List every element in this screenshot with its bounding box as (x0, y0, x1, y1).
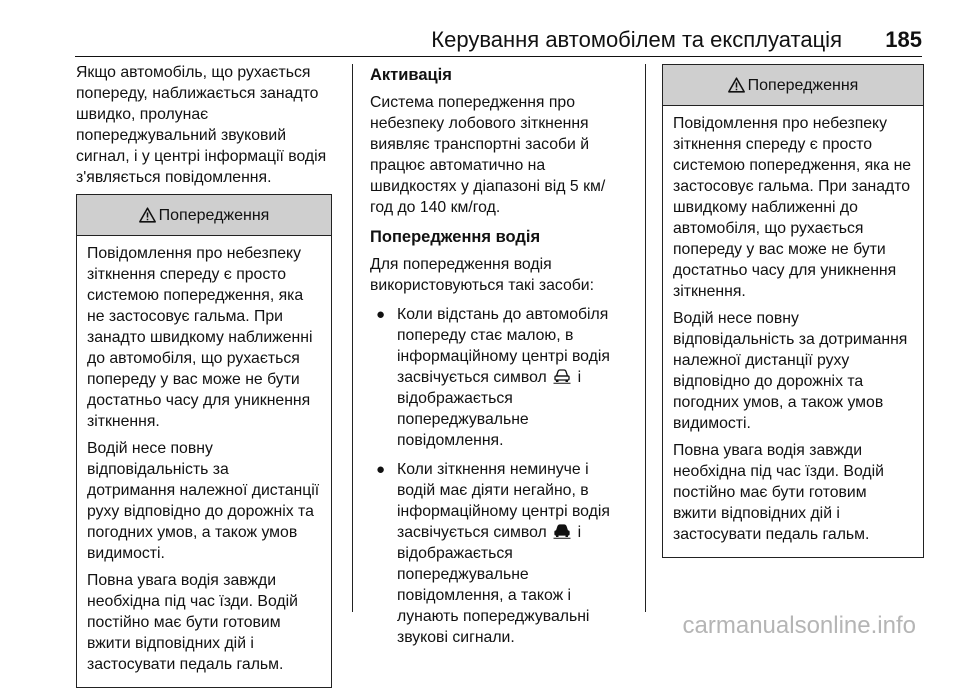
list-item (370, 304, 628, 451)
warning-header (663, 65, 923, 106)
column-3 (662, 62, 924, 558)
column-divider-1 (352, 64, 353, 612)
column-1 (76, 62, 332, 688)
column-divider-2 (645, 64, 646, 612)
page-header (0, 0, 960, 56)
bullet-text-after: і відображається попереджувальне повідомлення. (397, 369, 582, 449)
activation-heading: Активація (370, 66, 452, 84)
warning-header (77, 195, 331, 236)
header-title: Керування автомобілем та експлуатація (431, 27, 842, 52)
bullet-dot: ● (376, 461, 386, 478)
bullet-text-before: Коли відстань до автомобіля попереду стає малою, в інформаційному центрі водія засвічується символ (397, 306, 610, 386)
bullet-text-after: і відображається попереджувальне повідомлення, а також і лунають попереджувальні звукові сигнали. (397, 524, 590, 646)
intro-paragraph: Якщо автомобіль, що рухається попереду, наближається занадто швидко, пролунає попереджувальний звуковий сигнал, і у центрі інформації водія з'являється повідомлення. (76, 64, 327, 186)
warning-means-list (370, 304, 628, 648)
watermark: carmanualsonline.info (682, 612, 916, 639)
warning-body (663, 106, 923, 557)
bullet-dot: ● (376, 306, 386, 323)
list-item (370, 459, 628, 648)
car-ahead-filled-icon (553, 522, 571, 539)
warning-box-2 (662, 64, 924, 558)
driver-warning-intro: Для попередження водія використовуються такі засоби: (370, 256, 594, 294)
driver-warning-heading: Попередження водія (370, 228, 541, 246)
warning-triangle-icon (139, 207, 156, 223)
warning-paragraph: Повна увага водія завжди необхідна під час їзди. Водій постійно має бути готовим вжити відповідних дій і застосувати педаль гальм. (673, 442, 884, 543)
warning-paragraph: Повна увага водія завжди необхідна під час їзди. Водій постійно має бути готовим вжити відповідних дій і застосувати педаль гальм. (87, 572, 298, 673)
warning-title: Попередження (158, 206, 270, 224)
activation-paragraph: Система попередження про небезпеку лобового зіткнення виявляє транспортні засоби й працює автоматично на швидкостях у діапазоні від 5 км/год до 140 км/год. (370, 94, 606, 216)
page-number: 185 (885, 27, 922, 52)
car-ahead-outline-icon (553, 367, 571, 384)
bullet-text-before: Коли зіткнення неминуче і водій має діяти негайно, в інформаційному центрі водія засвічується символ (397, 461, 610, 541)
warning-paragraph: Повідомлення про небезпеку зіткнення спереду є просто системою попередження, яка не застосовує гальма. При занадто швидкому наближенні до автомобіля, що рухається попереду у вас може не бути достатньо часу для уникнення зіткнення. (673, 115, 912, 300)
warning-triangle-icon (728, 77, 745, 93)
warning-paragraph: Водій несе повну відповідальність за дотримання належної дистанції руху відповідно до дорожніх та погодних умов, а також умов видимості. (673, 310, 908, 432)
warning-box-1 (76, 194, 332, 688)
warning-body (77, 236, 331, 687)
header-rule (75, 56, 922, 57)
warning-paragraph: Повідомлення про небезпеку зіткнення спереду є просто системою попередження, яка не застосовує гальма. При занадто швидкому наближенні до автомобіля, що рухається попереду у вас може не бути достатньо часу для уникнення зіткнення. (87, 245, 313, 430)
warning-title: Попередження (747, 76, 859, 94)
warning-paragraph: Водій несе повну відповідальність за дотримання належної дистанції руху відповідно до дорожніх та погодних умов, а також умов видимості. (87, 440, 320, 562)
column-2 (370, 62, 628, 656)
